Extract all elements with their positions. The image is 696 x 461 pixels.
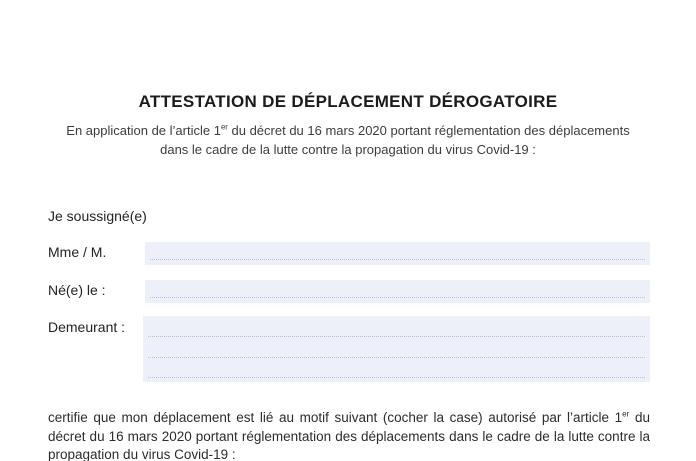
certification-text-after: du décret du 16 mars 2020 portant réglementation des déplacements dans le cadre de la lutte contre la propagation du virus Covid-19 : bbox=[48, 410, 650, 461]
dotted-fill-line bbox=[148, 377, 645, 378]
certification-text bbox=[48, 409, 650, 461]
document-title: ATTESTATION DE DÉPLACEMENT DÉROGATOIRE bbox=[138, 92, 558, 111]
field-label-ne-le: Né(e) le : bbox=[48, 282, 106, 298]
intro-line: Je soussigné(e) bbox=[48, 208, 147, 224]
subtitle-text-before: En application de l’article 1 bbox=[66, 123, 221, 138]
input-field-address[interactable] bbox=[143, 316, 650, 382]
certification-superscript: er bbox=[622, 409, 630, 419]
input-field-name[interactable] bbox=[145, 242, 650, 265]
dotted-fill-line bbox=[148, 357, 645, 358]
field-label-mme-m: Mme / M. bbox=[48, 244, 107, 260]
subtitle-text-after: du décret du 16 mars 2020 portant réglementation des déplacements dans le cadre de la lutte contre la propagation du virus Covid-19 : bbox=[160, 123, 630, 157]
input-field-birthdate[interactable] bbox=[145, 280, 650, 303]
dotted-fill-line bbox=[150, 297, 645, 298]
certification-text-before: certifie que mon déplacement est lié au motif suivant (cocher la case) autorisé par l’article 1 bbox=[48, 410, 623, 425]
subtitle-superscript: er bbox=[220, 122, 228, 132]
field-label-demeurant: Demeurant : bbox=[48, 319, 126, 335]
dotted-fill-line bbox=[150, 259, 645, 260]
document-subtitle bbox=[58, 121, 638, 159]
dotted-fill-line bbox=[148, 336, 645, 337]
